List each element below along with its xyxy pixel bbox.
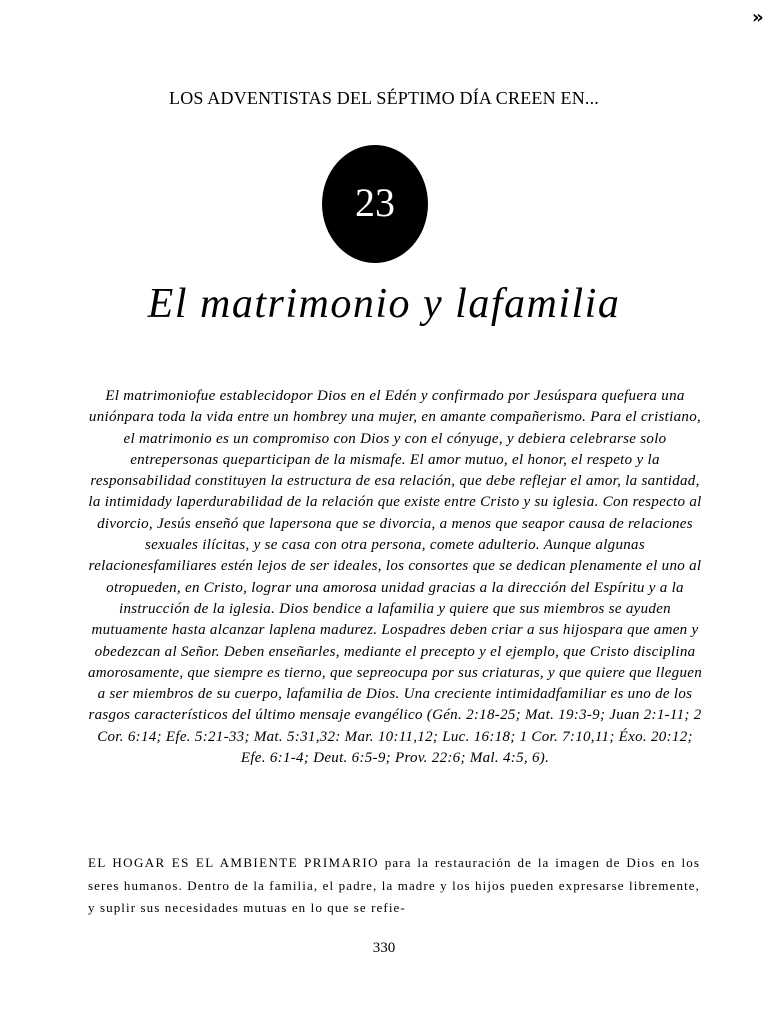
belief-statement: El matrimoniofue establecidopor Dios en el Edén y confirmado por Jesúspara quefuera una uniónpara toda la vida entre un hombrey una mujer, en amante compañerismo. Para el cristiano, el matrimonio es un compromiso con Dios y con el cónyuge, y debiera celebrarse solo entrepersonas queparticipan de la mismafe. El amor mutuo, el honor, el respeto y la responsabilidad constituyen la estructura de esa relación, que debe reflejar el amor, la santidad, la intimidady laperdurabilidad de la relación que existe entre Cristo y su iglesia. Con respecto al divorcio, Jesús enseñó que lapersona que se divorcia, a menos que seapor causa de relaciones sexuales ilícitas, y se casa con otra persona, comete adulterio. Aunque algunas relacionesfamiliares estén lejos de ser ideales, los consortes que se dedican plenamente el uno al otropueden, en Cristo, lograr una amorosa unidad gracias a la dirección del Espíritu y a la instrucción de la iglesia. Dios bendice a lafamilia y quiere que sus miembros se ayuden mutuamente hasta alcanzar laplena madurez. Lospadres deben criar a sus hijospara que amen y obedezcan al Señor. Deben enseñarles, mediante el precepto y el ejemplo, que Cristo disciplina amorosamente, que siempre es tierno, que sepreocupa por sus criaturas, y que quiere que lleguen a ser miembros de su cuerpo, lafamilia de Dios. Una creciente intimidadfamiliar es uno de los rasgos característicos del último mensaje evangélico (Gén. 2:18-25; Mat. 19:3-9; Juan 2:1-11; 2 Cor. 6:14; Efe. 5:21-33; Mat. 5:31,32: Mar. 10:11,12; Luc. 16:18; 1 Cor. 7:10,11; Éxo. 20:12; Efe. 6:1-4; Deut. 6:5-9; Prov. 22:6; Mal. 4:5, 6). bbox=[87, 388, 703, 767]
body-paragraph bbox=[88, 852, 700, 920]
next-page-icon[interactable]: » bbox=[752, 7, 761, 28]
chapter-number: 23 bbox=[355, 179, 395, 225]
chapter-number-badge bbox=[322, 145, 428, 263]
paragraph-text: para la restauración de la imagen de Dios en los seres humanos. Dentro de la familia, el padre, la madre y los hijos pueden expresarse libremente, y suplir sus necesidades mutuas en lo que se refie- bbox=[88, 855, 701, 915]
chapter-title: El matrimonio y lafamilia bbox=[147, 281, 621, 327]
section-kicker: LOS ADVENTISTAS DEL SÉPTIMO DÍA CREEN EN... bbox=[169, 88, 599, 108]
paragraph-lead-in: EL HOGAR ES EL AMBIENTE PRIMARIO bbox=[88, 855, 379, 870]
page-number: 330 bbox=[372, 940, 396, 956]
